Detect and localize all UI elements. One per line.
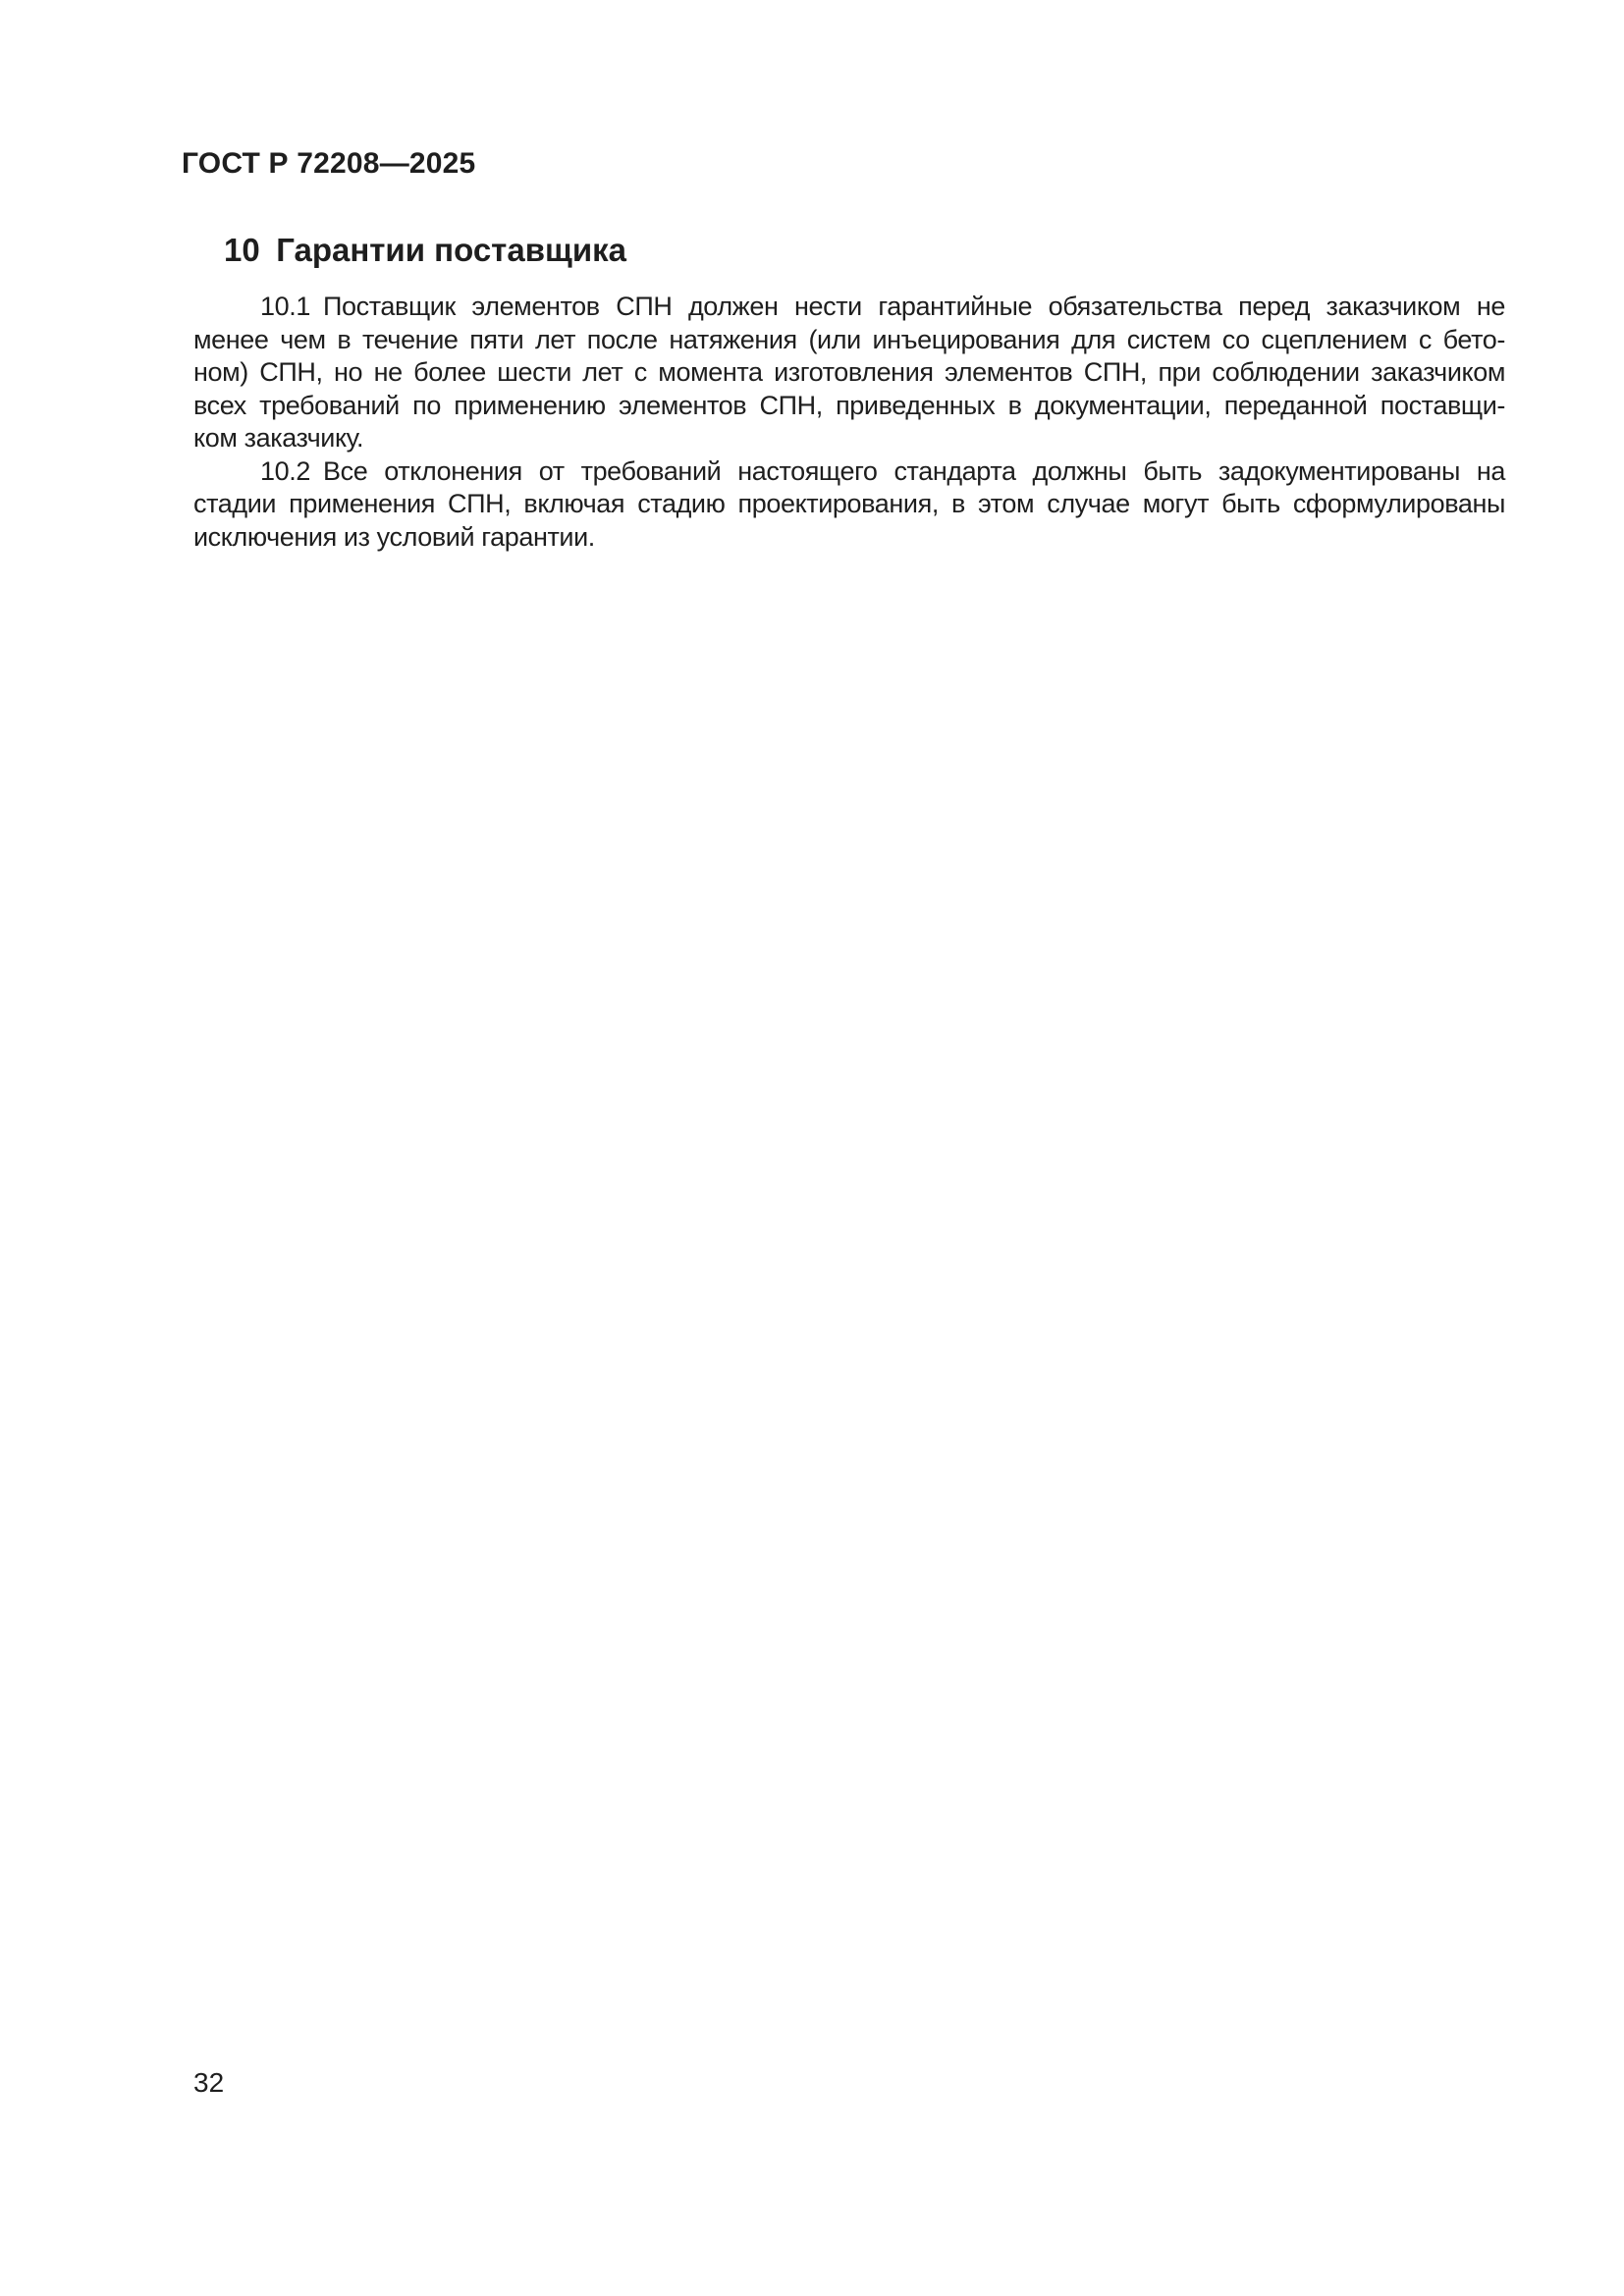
text-line: исключения из условий гарантии.	[193, 521, 595, 552]
body-text	[193, 291, 1505, 554]
text-line: 10.1 Поставщик элементов СПН должен нести гарантийные обязательства перед заказчиком не	[260, 292, 1505, 321]
standard-header: ГОСТ Р 72208—2025	[182, 147, 476, 180]
text-line: ком заказчику.	[193, 423, 364, 453]
text-line: ном) СПН, но не более шести лет с момента изготовления элементов СПН, при соблюдении заказчиком	[193, 357, 1505, 387]
section-heading: 10 Гарантии поставщика	[224, 232, 626, 268]
paragraph-10-2	[193, 455, 1505, 555]
page-number: 32	[193, 2067, 225, 2098]
text-line: стадии применения СПН, включая стадию проектирования, в этом случае могут быть сформулированы	[193, 489, 1505, 518]
text-line: 10.2 Все отклонения от требований настоящего стандарта должны быть задокументированы на	[260, 455, 1505, 486]
text-line: всех требований по применению элементов СПН, приведенных в документации, переданной поставщи-	[193, 390, 1505, 420]
paragraph-10-1	[193, 291, 1505, 455]
text-line: менее чем в течение пяти лет после натяжения (или инъецирования для систем со сцеплением с бето-	[193, 324, 1505, 354]
